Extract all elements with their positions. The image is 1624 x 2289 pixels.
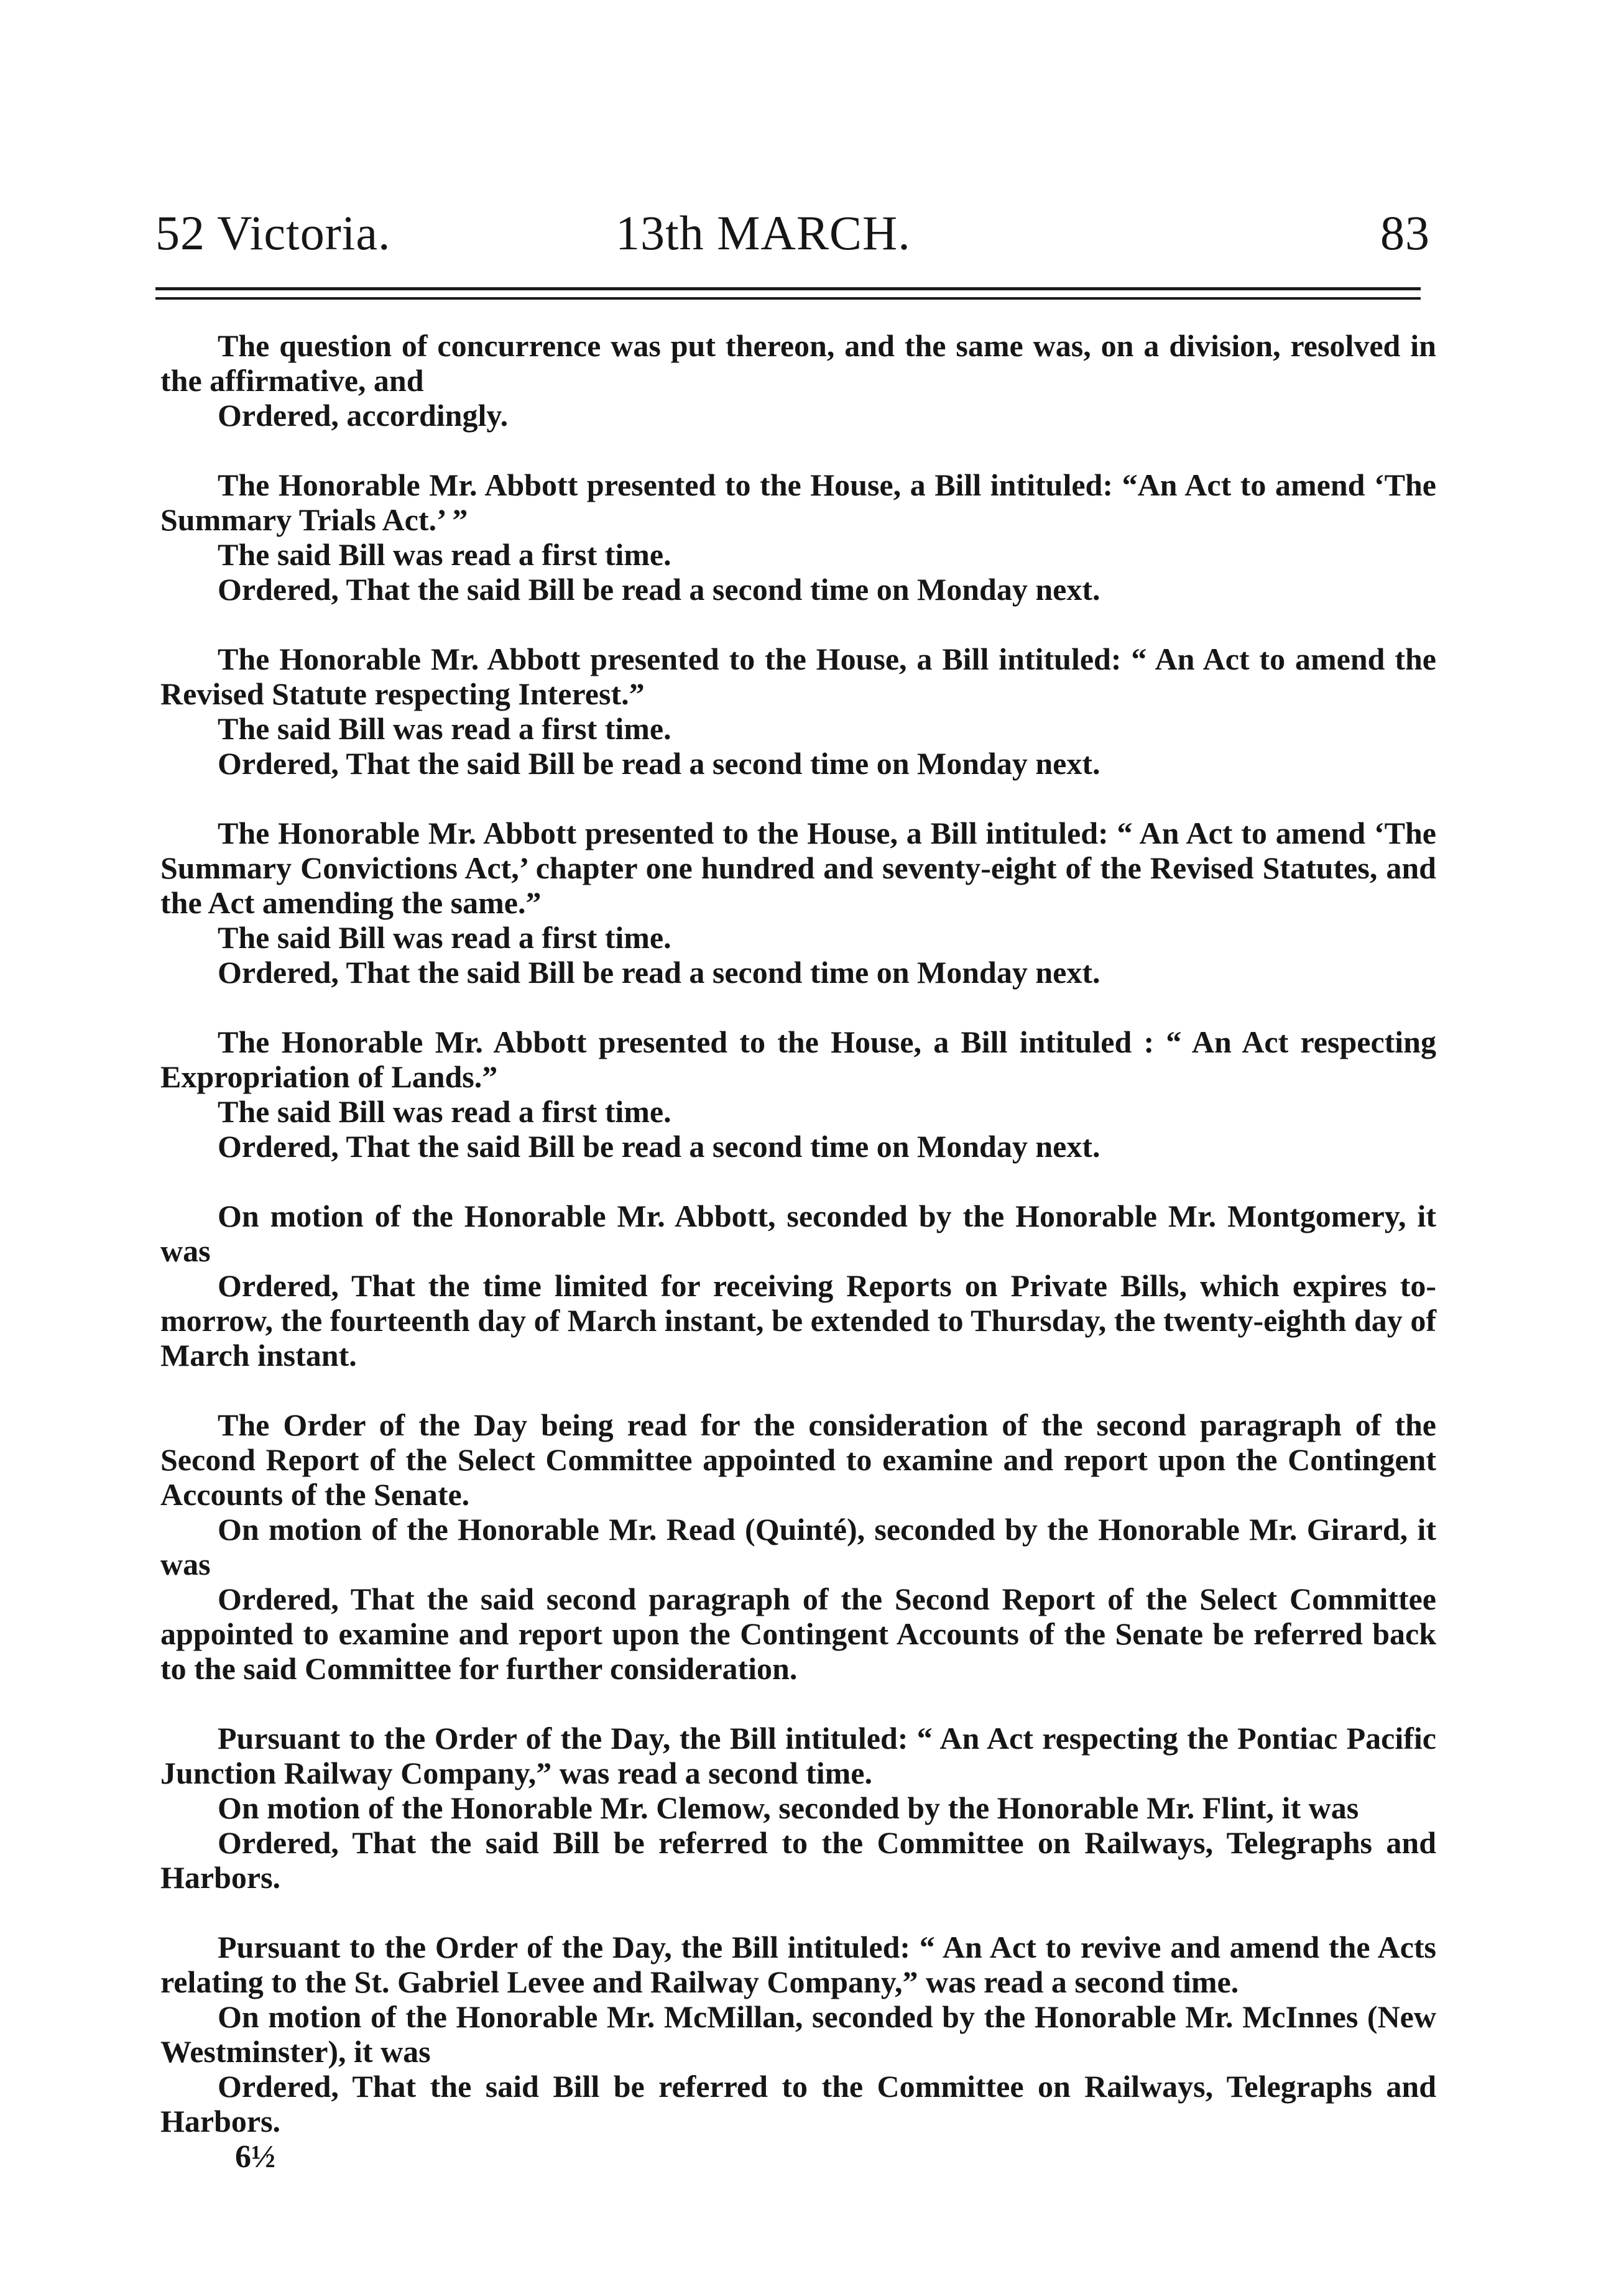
entry-continuation-text: Ordered, That the said Bill be referred to the Committee on Railways, Telegraphs and Harbors. [160, 2069, 1436, 2139]
entry-continuation-text: Ordered, accordingly. [218, 398, 509, 433]
journal-entry [160, 816, 1436, 990]
entry-lead-text: On motion of the Honorable Mr. Abbott, seconded by the Honorable Mr. Montgomery, it was [160, 1199, 1436, 1268]
header-session: 52 Victoria. [155, 206, 391, 260]
journal-entry [160, 467, 1436, 607]
journal-entry [160, 1025, 1436, 1164]
signature-mark: 6½ [235, 2139, 275, 2175]
entry-continuation-text: The said Bill was read a first time. [218, 920, 671, 955]
running-header [155, 205, 1430, 274]
entry-continuation-text: Ordered, That the time limited for receiving Reports on Private Bills, which expires to-morrow, the fourteenth day of March instant, be extended to Thursday, the twenty-eighth day of March instant. [160, 1268, 1436, 1373]
entry-lead-text: The Order of the Day being read for the consideration of the second paragraph of the Second Report of the Select Committee appointed to examine and report upon the Contingent Accounts of the Senate. [160, 1407, 1436, 1512]
entry-continuation-text: The said Bill was read a first time. [218, 1094, 671, 1129]
entry-lead-text: Pursuant to the Order of the Day, the Bill intituled: “ An Act respecting the Pontiac Pacific Junction Railway Company,” was read a second time. [160, 1721, 1436, 1790]
header-rule-bottom [155, 297, 1421, 300]
entry-continuation-text: Ordered, That the said Bill be read a second time on Monday next. [218, 746, 1100, 781]
entry-continuation-text: The said Bill was read a first time. [218, 537, 671, 572]
header-rule-top [155, 287, 1421, 290]
entry-continuation-text: On motion of the Honorable Mr. McMillan, seconded by the Honorable Mr. McInnes (New Westminster), it was [160, 1999, 1436, 2069]
journal-entry [160, 1199, 1436, 1373]
journal-body [160, 328, 1436, 2173]
page-number: 83 [1380, 206, 1430, 260]
journal-entry [160, 1930, 1436, 2139]
entry-continuation-text: Ordered, That the said second paragraph of the Second Report of the Select Committee appointed to examine and report upon the Contingent Accounts of the Senate be referred back to the said Committee for further consideration. [160, 1582, 1436, 1686]
journal-entry [160, 642, 1436, 781]
entry-lead-text: The Honorable Mr. Abbott presented to the House, a Bill intituled: “An Act to amend ‘The Summary Trials Act.’ ” [160, 467, 1436, 537]
entry-lead-text: The Honorable Mr. Abbott presented to the House, a Bill intituled: “ An Act to amend ‘The Summary Convictions Act,’ chapter one hundred and seventy-eight of the Revised Statutes, and the Act amending the same.” [160, 816, 1436, 920]
journal-entry [160, 1407, 1436, 1686]
entry-lead-text: The Honorable Mr. Abbott presented to the House, a Bill intituled: “ An Act to amend the Revised Statute respecting Interest.” [160, 642, 1436, 711]
entry-continuation-text: Ordered, That the said Bill be read a second time on Monday next. [218, 572, 1100, 607]
entry-lead-text: Pursuant to the Order of the Day, the Bill intituled: “ An Act to revive and amend the Acts relating to the St. Gabriel Levee and Railway Company,” was read a second time. [160, 1930, 1436, 1999]
entry-continuation-text: Ordered, That the said Bill be referred to the Committee on Railways, Telegraphs and Harbors. [160, 1825, 1436, 1895]
header-date: 13th MARCH. [616, 206, 911, 260]
entry-continuation-text: On motion of the Honorable Mr. Clemow, seconded by the Honorable Mr. Flint, it was [218, 1790, 1359, 1825]
entry-lead-text: The Honorable Mr. Abbott presented to the House, a Bill intituled : “ An Act respecting Expropriation of Lands.” [160, 1025, 1436, 1094]
journal-entry [160, 1721, 1436, 1895]
entry-lead-text: The question of concurrence was put thereon, and the same was, on a division, resolved in the affirmative, and [160, 328, 1436, 398]
journal-entry [160, 328, 1436, 433]
entry-continuation-text: On motion of the Honorable Mr. Read (Quinté), seconded by the Honorable Mr. Girard, it was [160, 1512, 1436, 1582]
entry-continuation-text: The said Bill was read a first time. [218, 711, 671, 746]
entry-continuation-text: Ordered, That the said Bill be read a second time on Monday next. [218, 1129, 1100, 1164]
entry-continuation-text: Ordered, That the said Bill be read a second time on Monday next. [218, 955, 1100, 990]
